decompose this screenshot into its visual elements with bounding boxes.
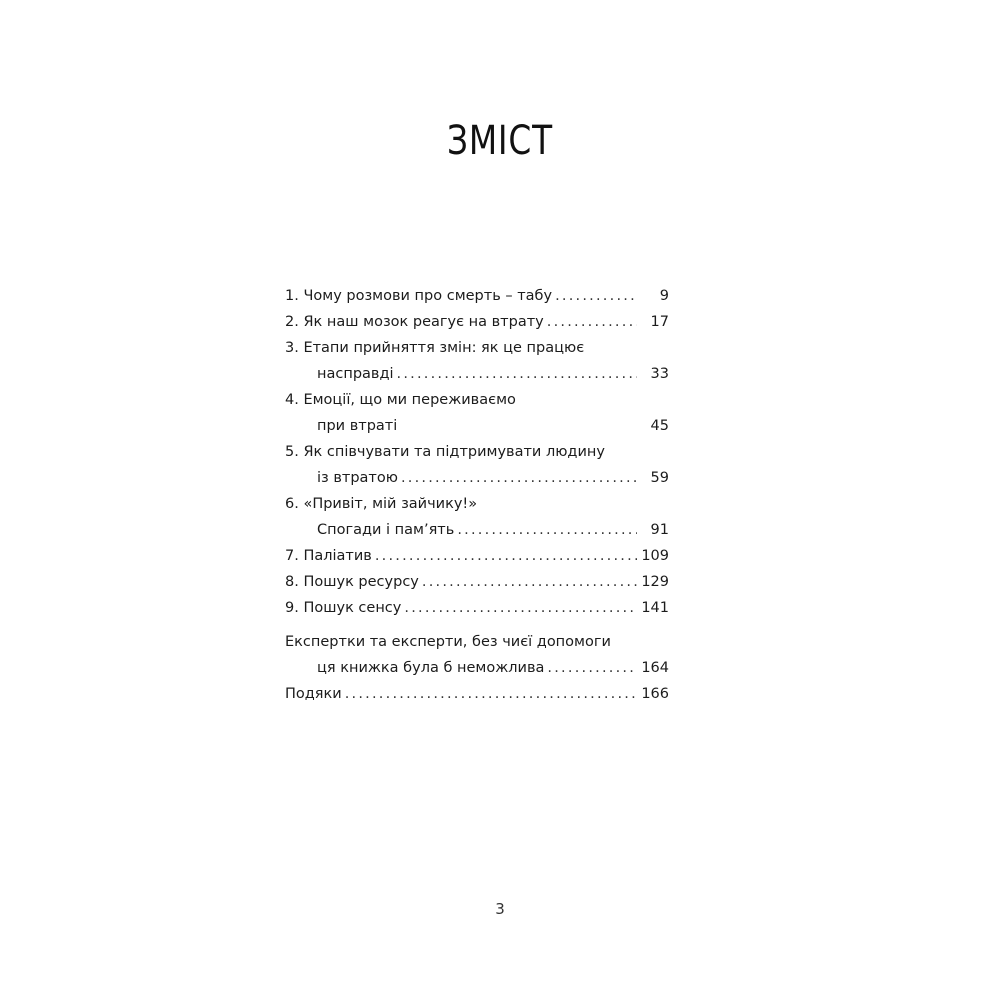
dot-leader <box>422 569 637 595</box>
toc-entry-acknowledgements[interactable] <box>285 681 669 707</box>
dot-leader <box>345 681 637 707</box>
toc-page-number: 91 <box>650 522 669 538</box>
toc-entry-title-continuation: ця книжка була б неможлива <box>317 660 545 676</box>
toc-entry-4[interactable] <box>285 387 669 439</box>
page-title: ЗМІСТ <box>446 118 554 164</box>
page-number: 3 <box>495 900 505 918</box>
toc-page-number: 141 <box>641 600 669 616</box>
dot-leader <box>404 595 637 621</box>
toc-page-number: 109 <box>641 548 669 564</box>
toc-page-number: 45 <box>650 418 669 434</box>
toc-page-number: 164 <box>641 660 669 676</box>
toc-entry-6[interactable] <box>285 491 669 543</box>
toc-page-number: 33 <box>650 366 669 382</box>
toc-entry-title: 6. «Привіт, мій зайчику!» <box>285 496 478 512</box>
toc-entry-title: 4. Емоції, що ми переживаємо <box>285 392 516 408</box>
toc-entry-5[interactable] <box>285 439 669 491</box>
toc-entry-title: 3. Етапи прийняття змін: як це працює <box>285 340 585 356</box>
toc-entry-1[interactable] <box>285 283 669 309</box>
toc-entry-8[interactable] <box>285 569 669 595</box>
toc-entry-title: 9. Пошук сенсу <box>285 600 402 616</box>
toc-entry-title: Експертки та експерти, без чиєї допомоги <box>285 634 611 650</box>
toc-entry-title: 1. Чому розмови про смерть – табу <box>285 288 553 304</box>
toc-entry-2[interactable] <box>285 309 669 335</box>
toc-page-number: 129 <box>641 574 669 590</box>
toc-entry-title: 7. Паліатив <box>285 548 372 564</box>
dot-leader <box>555 283 637 309</box>
toc-entry-title: 8. Пошук ресурсу <box>285 574 419 590</box>
table-of-contents <box>285 283 669 707</box>
toc-entry-experts[interactable] <box>285 629 669 681</box>
toc-entry-3[interactable] <box>285 335 669 387</box>
toc-entry-title-continuation: насправді <box>317 366 394 382</box>
toc-entry-9[interactable] <box>285 595 669 621</box>
toc-entry-7[interactable] <box>285 543 669 569</box>
toc-entry-title: 5. Як співчувати та підтримувати людину <box>285 444 605 460</box>
toc-page-number: 59 <box>650 470 669 486</box>
toc-entry-title-continuation: при втраті <box>317 418 398 434</box>
dot-leader <box>375 543 637 569</box>
toc-entry-title: 2. Як наш мозок реагує на втрату <box>285 314 544 330</box>
dot-leader <box>547 655 637 681</box>
dot-leader <box>401 465 637 491</box>
dot-leader <box>457 517 637 543</box>
dot-leader <box>397 361 637 387</box>
toc-page-number: 166 <box>641 686 669 702</box>
toc-entry-title-continuation: Спогади і пам’ять <box>317 522 455 538</box>
toc-entry-title-continuation: із втратою <box>317 470 398 486</box>
toc-page-number: 17 <box>650 314 669 330</box>
toc-page-number: 9 <box>659 288 669 304</box>
toc-entry-title: Подяки <box>285 686 342 702</box>
dot-leader <box>547 309 637 335</box>
